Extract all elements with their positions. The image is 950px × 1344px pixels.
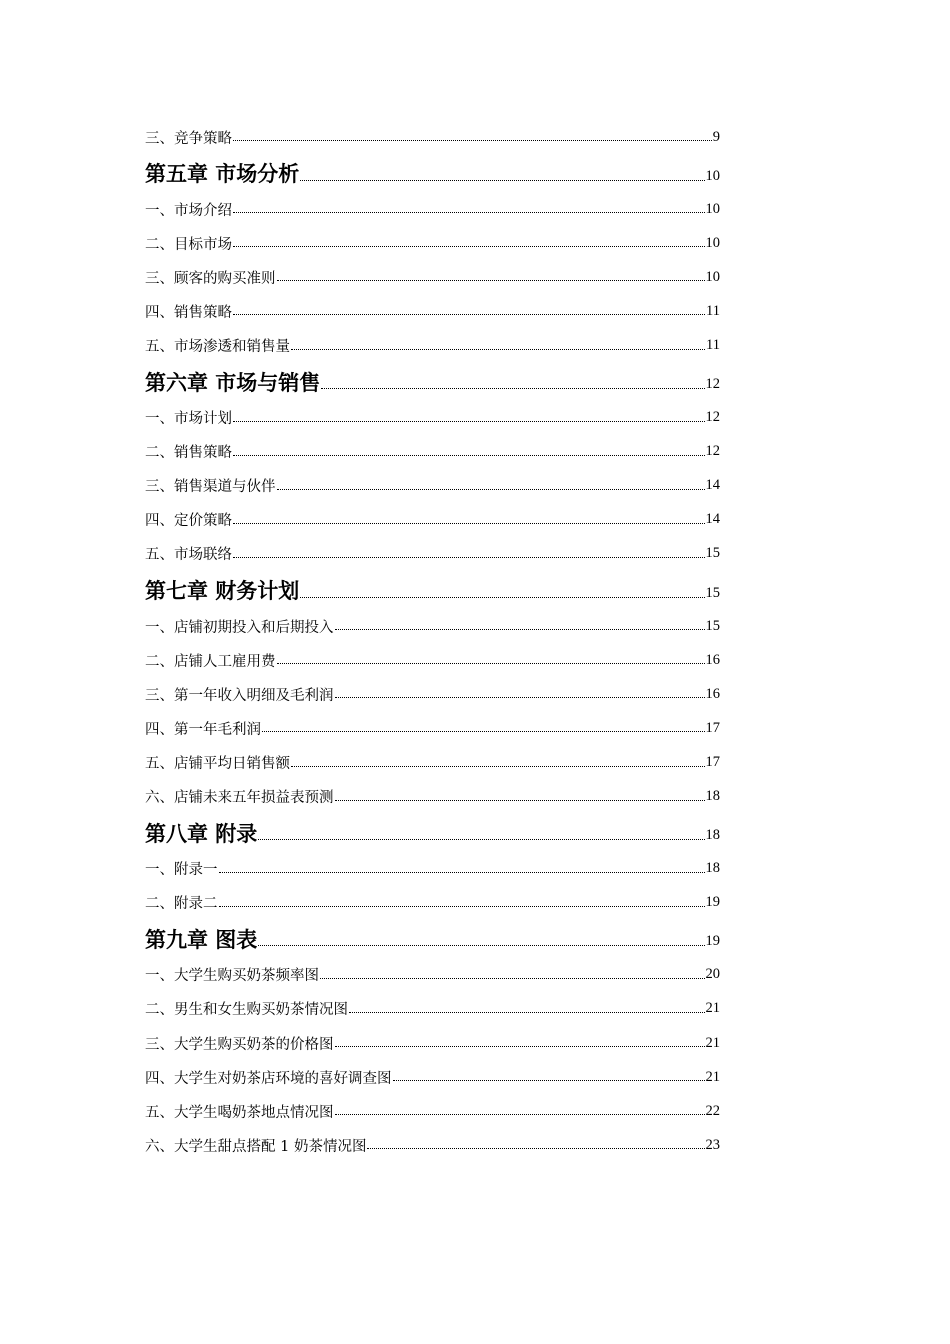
toc-entry-title: 一、店铺初期投入和后期投入 — [145, 619, 334, 636]
dot-leader — [335, 686, 705, 703]
toc-entry-title: 四、定价策略 — [145, 513, 232, 530]
toc-entry-title: 一、市场介绍 — [145, 202, 232, 219]
toc-entry-title: 三、第一年收入明细及毛利润 — [145, 687, 334, 704]
dot-leader — [335, 1103, 705, 1120]
toc-entry-row[interactable] — [145, 745, 720, 779]
toc-page-number: 10 — [705, 200, 720, 217]
toc-entry-row[interactable] — [145, 1026, 720, 1060]
toc-entry-row[interactable] — [145, 886, 720, 920]
dot-leader — [219, 894, 705, 911]
toc-entry-row[interactable] — [145, 1060, 720, 1094]
toc-entry-row[interactable] — [145, 711, 720, 745]
dot-leader — [291, 754, 705, 771]
toc-page-number: 11 — [706, 337, 720, 354]
toc-entry-title: 四、大学生对奶茶店环境的喜好调查图 — [145, 1070, 392, 1087]
toc-entry-row[interactable] — [145, 328, 720, 362]
dot-leader — [233, 409, 705, 426]
toc-page-number: 15 — [705, 545, 720, 562]
toc-entry-row[interactable] — [145, 609, 720, 643]
toc-entry-title: 六、店铺未来五年损益表预测 — [145, 790, 334, 807]
toc-page-number: 12 — [705, 409, 720, 426]
dot-leader — [277, 477, 705, 494]
dot-leader — [277, 651, 705, 668]
toc-entry-title: 三、竞争策略 — [145, 130, 232, 147]
dot-leader — [320, 966, 705, 983]
toc-entry-row[interactable] — [145, 1094, 720, 1128]
toc-chapter-title: 第九章 图表 — [145, 927, 258, 952]
toc-page-number: 21 — [705, 1068, 720, 1085]
dot-leader — [349, 1000, 705, 1017]
toc-page-number: 12 — [705, 376, 720, 393]
toc-entry-row[interactable] — [145, 120, 720, 154]
dot-leader — [233, 235, 705, 252]
dot-leader — [367, 1137, 704, 1154]
toc-entry-row[interactable] — [145, 503, 720, 537]
toc-page-number: 19 — [705, 933, 720, 950]
toc-chapter-title: 第八章 附录 — [145, 821, 258, 846]
toc-chapter-row[interactable] — [145, 363, 720, 401]
toc-page-number: 11 — [706, 302, 720, 319]
toc-entry-row[interactable] — [145, 677, 720, 711]
toc-entry-row[interactable] — [145, 992, 720, 1026]
toc-page-number: 18 — [705, 860, 720, 877]
dot-leader — [233, 128, 712, 145]
dot-leader — [233, 443, 705, 460]
toc-page-number: 18 — [705, 827, 720, 844]
dot-leader — [233, 303, 705, 320]
toc-entry-row[interactable] — [145, 294, 720, 328]
toc-chapter-row[interactable] — [145, 154, 720, 192]
toc-entry-title: 五、市场联络 — [145, 547, 232, 564]
dot-leader — [335, 1034, 705, 1051]
toc-entry-title: 二、店铺人工雇用费 — [145, 653, 276, 670]
toc-page-number: 19 — [705, 894, 720, 911]
toc-page-number: 9 — [712, 128, 720, 145]
dot-leader — [300, 164, 704, 183]
toc-page-number: 15 — [705, 584, 720, 601]
toc-entry-row[interactable] — [145, 260, 720, 294]
toc-entry-title: 一、附录一 — [145, 862, 218, 879]
dot-leader — [233, 511, 705, 528]
toc-entry-row[interactable] — [145, 537, 720, 571]
toc-page-number: 20 — [705, 966, 720, 983]
dot-leader — [300, 580, 704, 599]
dot-leader — [233, 545, 705, 562]
dot-leader — [277, 269, 705, 286]
toc-entry-title: 五、店铺平均日销售额 — [145, 755, 290, 772]
toc-entry-title: 二、目标市场 — [145, 236, 232, 253]
toc-entry-title: 一、市场计划 — [145, 411, 232, 428]
toc-entry-title: 五、市场渗透和销售量 — [145, 339, 290, 356]
toc-entry-row[interactable] — [145, 401, 720, 435]
toc-page-number: 17 — [705, 719, 720, 736]
toc-entry-row[interactable] — [145, 852, 720, 886]
dot-leader — [233, 200, 705, 217]
toc-page-number: 10 — [705, 268, 720, 285]
toc-page-number: 22 — [705, 1102, 720, 1119]
toc-entry-row[interactable] — [145, 435, 720, 469]
toc-page-number: 16 — [705, 651, 720, 668]
toc-entry-title: 五、大学生喝奶茶地点情况图 — [145, 1104, 334, 1121]
toc-chapter-row[interactable] — [145, 814, 720, 852]
table-of-contents — [145, 120, 720, 1162]
toc-entry-title: 二、附录二 — [145, 896, 218, 913]
toc-chapter-title: 第六章 市场与销售 — [145, 370, 321, 395]
toc-page-number: 14 — [705, 477, 720, 494]
toc-chapter-title: 第七章 财务计划 — [145, 579, 300, 604]
toc-entry-row[interactable] — [145, 469, 720, 503]
toc-entry-title: 三、顾客的购买准则 — [145, 270, 276, 287]
toc-chapter-row[interactable] — [145, 920, 720, 958]
toc-page-number: 16 — [705, 685, 720, 702]
toc-page-number: 10 — [705, 234, 720, 251]
dot-leader — [262, 720, 705, 737]
toc-chapter-row[interactable] — [145, 571, 720, 609]
toc-page-number: 15 — [705, 617, 720, 634]
toc-entry-title: 四、第一年毛利润 — [145, 721, 261, 738]
toc-entry-title: 二、男生和女生购买奶茶情况图 — [145, 1002, 348, 1019]
toc-entry-row[interactable] — [145, 192, 720, 226]
toc-entry-title: 三、大学生购买奶茶的价格图 — [145, 1036, 334, 1053]
toc-page-number: 21 — [705, 1000, 720, 1017]
toc-entry-title: 一、大学生购买奶茶频率图 — [145, 968, 319, 985]
dot-leader — [258, 823, 704, 842]
dot-leader — [258, 929, 704, 948]
toc-page-number: 23 — [705, 1136, 720, 1153]
toc-entry-title: 二、销售策略 — [145, 445, 232, 462]
toc-page-number: 18 — [705, 788, 720, 805]
dot-leader — [393, 1068, 705, 1085]
toc-page-number: 12 — [705, 443, 720, 460]
toc-entry-row[interactable] — [145, 643, 720, 677]
toc-entry-row[interactable] — [145, 226, 720, 260]
toc-entry-row[interactable] — [145, 1128, 720, 1162]
toc-chapter-title: 第五章 市场分析 — [145, 162, 300, 187]
dot-leader — [219, 860, 705, 877]
toc-entry-title: 三、销售渠道与伙伴 — [145, 479, 276, 496]
toc-entry-title: 四、销售策略 — [145, 304, 232, 321]
toc-page-number: 21 — [705, 1034, 720, 1051]
dot-leader — [321, 372, 704, 391]
dot-leader — [335, 617, 705, 634]
toc-page-number: 17 — [705, 753, 720, 770]
toc-entry-title: 六、大学生甜点搭配 1 奶茶情况图 — [145, 1138, 367, 1155]
toc-entry-row[interactable] — [145, 780, 720, 814]
toc-page-number: 14 — [705, 511, 720, 528]
dot-leader — [291, 337, 705, 354]
toc-entry-row[interactable] — [145, 958, 720, 992]
toc-page-number: 10 — [705, 167, 720, 184]
dot-leader — [335, 788, 705, 805]
